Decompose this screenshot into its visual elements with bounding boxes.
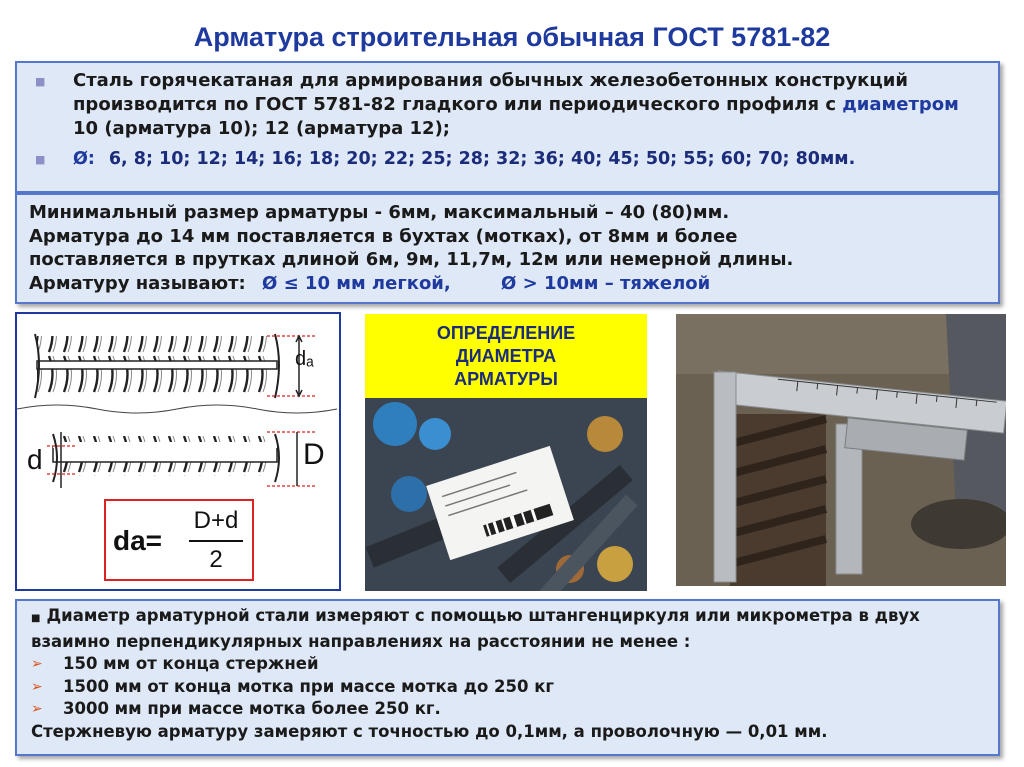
definition-banner	[365, 314, 647, 398]
bullet-square-icon: ■	[35, 153, 46, 166]
intro-highlight: диаметром	[842, 94, 959, 115]
caliper-measurement-image	[676, 314, 1006, 586]
formula-left: da=	[113, 525, 163, 556]
definition-line-3: АРМАТУРЫ	[454, 369, 558, 389]
arrow-bullet-icon: ➢	[31, 656, 43, 672]
measurement-footer: Стержневую арматуру замеряют с точностью до 0,1мм, а проволочную — 0,01 мм.	[31, 721, 828, 741]
sizes-line-4	[29, 272, 984, 296]
diameters-list: 6, 8; 10; 12; 14; 16; 18; 20; 22; 25; 28; 32; 36; 40; 45; 50; 55; 60; 70; 80мм.	[108, 149, 856, 169]
sizes-line-2: Арматура до 14 мм поставляется в бухтах (мотках), от 8мм и более	[29, 225, 738, 247]
list-item-text: 150 мм от конца стержней	[63, 654, 319, 673]
page-title: Арматура строительная обычная ГОСТ 5781-82	[193, 22, 831, 52]
rebar-diagram-svg	[17, 314, 339, 589]
formula-denominator: 2	[209, 546, 223, 573]
sizes-line-1: Минимальный размер арматуры - 6мм, максимальный – 40 (80)мм.	[29, 202, 730, 223]
list-item	[31, 698, 984, 721]
heavy-label: Ø > 10мм – тяжелой	[501, 272, 711, 294]
sizes-prefix: Арматуру называют:	[29, 272, 246, 294]
caliper-photo	[676, 314, 1006, 586]
rebar-tag-photo	[365, 314, 647, 591]
arrow-bullet-icon: ➢	[31, 701, 43, 717]
diameters-line	[35, 147, 984, 172]
list-item-text: 3000 мм при массе мотка более 250 кг.	[63, 699, 441, 718]
measurement-intro-2: взаимно перпендикулярных направлениях на расстоянии не менее :	[31, 631, 691, 651]
label-da: dₐ	[295, 348, 314, 370]
measurement-box	[15, 599, 1000, 756]
rebar-diagram	[15, 312, 341, 591]
label-d: d	[27, 444, 43, 475]
bullet-square-icon: ■	[31, 613, 41, 624]
label-D: D	[303, 438, 325, 471]
list-item	[31, 676, 984, 699]
separator-line	[17, 405, 337, 413]
intro-text: Сталь горячекатаная для армирования обычных железобетонных конструкций производится по ГОСТ 5781-82 гладкого или периодического профиля с	[73, 70, 908, 115]
intro-text-after: 10 (арматура 10); 12 (арматура 12);	[73, 118, 451, 139]
intro-paragraph	[35, 69, 984, 141]
light-label: Ø ≤ 10 мм легкой,	[262, 272, 451, 294]
sizes-box	[15, 193, 1000, 304]
rebar-bottom-drawing	[47, 432, 317, 488]
formula-numerator: D+d	[193, 507, 239, 534]
intro-box	[15, 61, 1000, 193]
arrow-bullet-icon: ➢	[31, 678, 43, 695]
diameters-prefix: Ø:	[73, 149, 95, 169]
bullet-square-icon: ■	[35, 75, 46, 88]
definition-line-1: ОПРЕДЕЛЕНИЕ	[436, 323, 576, 343]
measurement-intro-1	[31, 605, 984, 631]
definition-line-2: ДИАМЕТРА	[455, 346, 557, 366]
sizes-line-3: поставляется в прутках длиной 6м, 9м, 11,7м, 12м или немерной длины.	[29, 249, 794, 270]
list-item	[31, 653, 984, 676]
measurement-intro-1-text: Диаметр арматурной стали измеряют с помощью штангенциркуля или микрометра в двух	[46, 606, 920, 625]
rebar-top-drawing	[35, 330, 317, 400]
list-item-text: 1500 мм от конца мотка при массе мотка до 250 кг	[63, 676, 555, 696]
